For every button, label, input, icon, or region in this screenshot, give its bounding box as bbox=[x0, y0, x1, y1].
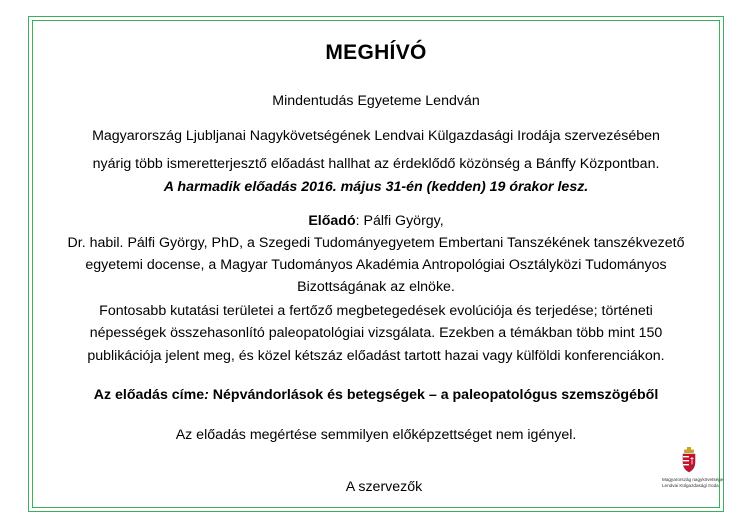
intro-line-2: nyárig több ismeretterjesztő előadást hallhat az érdeklődő közönség a Bánffy Központban. bbox=[92, 156, 660, 172]
page-title: MEGHÍVÓ bbox=[325, 41, 427, 64]
signature: A szervezők bbox=[345, 479, 423, 495]
research-line-2: népességek összehasonlító paleopatológiai vizsgálata. Ezekben a témákban több mint 150 bbox=[89, 325, 663, 341]
hungarian-coat-of-arms-icon bbox=[682, 447, 696, 473]
research-line-3: publikációja jelent meg, és közel kétszáz előadást tartott hazai vagy külföldi konferenciákon. bbox=[87, 348, 665, 364]
lecture-title-line bbox=[28, 386, 724, 404]
lecture-label: Az előadás címe bbox=[93, 387, 205, 403]
logo-caption-1: Magyarország nagykövetsége bbox=[662, 477, 724, 482]
embassy-logo bbox=[662, 447, 724, 495]
bio-line-1: Dr. habil. Pálfi György, PhD, a Szegedi Tudományegyetem Embertani Tanszékének tanszékvezető bbox=[67, 235, 685, 251]
speaker-name: : Pálfi György, bbox=[355, 213, 444, 229]
research-line-1: Fontosabb kutatási területei a fertőző megbetegedések evolúciója és terjedése; történeti bbox=[99, 303, 653, 319]
subtitle: Mindentudás Egyeteme Lendván bbox=[272, 93, 480, 109]
note: Az előadás megértése semmilyen előképzettséget nem igényel. bbox=[175, 427, 577, 443]
date-line: A harmadik előadás 2016. május 31-én (kedden) 19 órakor lesz. bbox=[163, 179, 589, 195]
bio-line-3: Bizottságának az elnöke. bbox=[297, 279, 455, 295]
speaker-line bbox=[28, 212, 724, 230]
speaker-label: Előadó bbox=[308, 213, 356, 229]
lecture-title: Népvándorlások és betegségek – a paleopatológus szemszögéből bbox=[208, 387, 659, 403]
intro-line-1: Magyarország Ljubljanai Nagykövetségének Lendvai Külgazdasági Irodája szervezésében bbox=[92, 128, 660, 144]
bio-line-2: egyetemi docense, a Magyar Tudományos Akadémia Antropológiai Osztályközi Tudományos bbox=[85, 257, 667, 273]
lecture-colon: : bbox=[204, 387, 209, 403]
logo-caption-2: Lendvai Külgazdasági Iroda bbox=[662, 483, 719, 488]
